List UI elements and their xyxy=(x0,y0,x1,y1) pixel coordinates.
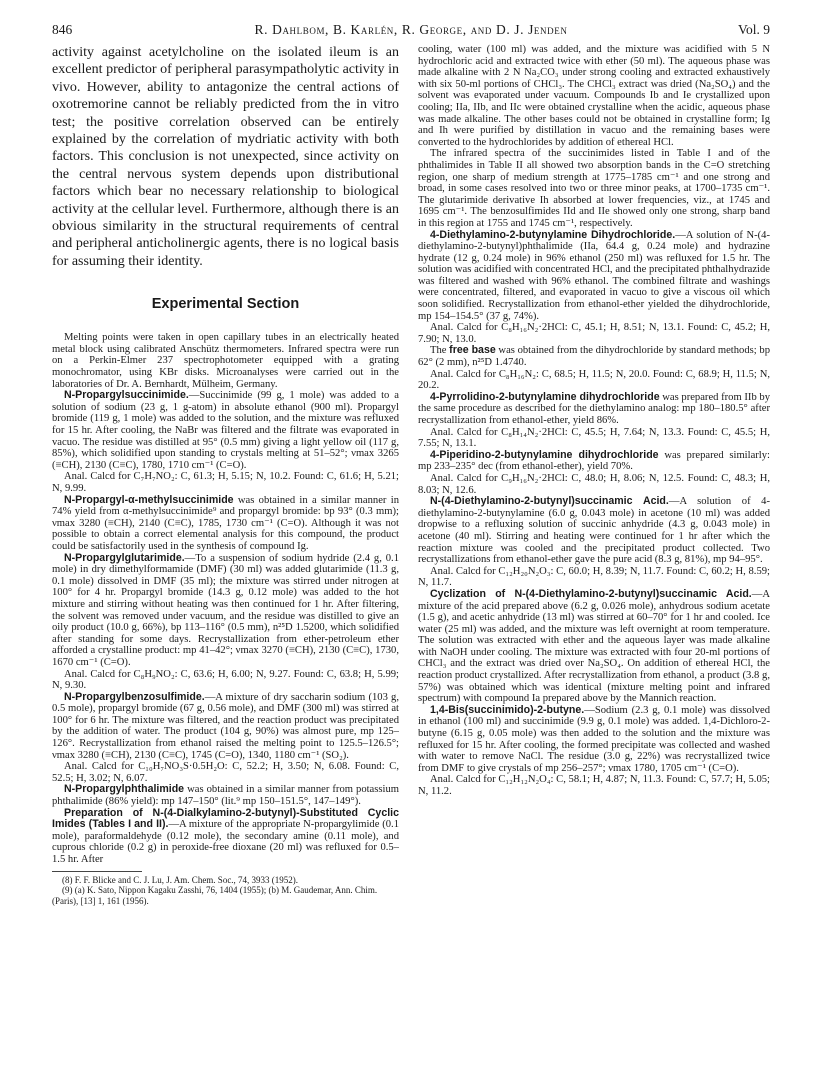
running-head-authors: R. Dahlbom, B. Karlén, R. George, and D. J. Jenden xyxy=(254,22,568,37)
procedure-text: —To a suspension of sodium hydride (2.4 g, 0.1 mole) in dry dimethylformamide (DMF) (30 ml) was added glutarimide (11.3 g, 0.1 mole) dissolved in DMF (35 ml); the mixture was stirred under nitrogen at 100° for 4 hr. Propargyl bromide (14.3 g, 0.12 mole) was added to the hot mixture and stirring without heating was then continued for 1 hr. After filtering, the solvent was removed under vacuum, and the residue was distilled to give an oily product (10.0 g, 66%), bp 113–116° (0.5 mm), n²⁵D 1.5200, which solidified after standing for some days. Recrystallization from ether-petroleum ether afforded a crystalline product: mp 41–42°; νmax 3270 (≡CH), 2130 (C≡C), 1730, 1670 cm⁻¹ (C=O). xyxy=(52,552,399,668)
procedure-text: was obtained in a similar manner from potassium phthalimide (86% yield): mp 147–150° (lit.⁹ mp 150–151.5°, 147–149°). xyxy=(52,784,399,808)
procedure-text: —A mixture of the appropriate N-propargylimide (0.1 mole), paraformaldehyde (0.12 mole), the secondary amine (0.11 mole), and cuprous chloride (0.2 g) in peroxide-free dioxane (20 ml) was refluxed for 0.5–1.5 hr. After xyxy=(52,819,399,865)
free-base-paragraph xyxy=(418,345,770,368)
right-column xyxy=(418,44,770,1052)
analysis-line: Anal. Calcd for C₁₂H₂₀N₂O₃: C, 60.0; H, 8.39; N, 11.7. Found: C, 60.2; H, 8.59; N, 11.7. xyxy=(418,565,770,589)
workup-paragraph: cooling, water (100 ml) was added, and the mixture was acidified with 5 N hydrochloric acid and extracted twice with ether (50 ml). The aqueous phase was made alkaline with 2 N Na₂CO₃ under strong cooling and extracted exhaustively with six 50-ml portions of CHCl₃. The CHCl₃ extract was dried (Na₂SO₄) and the solvent was evaporated under vacuum. Compounds Ib and Ie crystallized upon cooling; IIa, IIb, and IIc were obtained crystalline when the acidic, aqueous phase was made alkaline. The other bases could not be obtained in crystalline form; Ig and Ih were purified by distillation in vacuo and the remaining bases were converted to the hydrochlorides by addition of ethereal HCl. xyxy=(418,44,770,148)
compound-heading: N-Propargylsuccinimide. xyxy=(64,389,189,402)
free-base-heading: free base xyxy=(449,344,496,357)
procedure-diethylamino xyxy=(418,230,770,323)
left-column xyxy=(52,44,399,1052)
procedure-text: —Sodium (2.3 g, 0.1 mole) was dissolved in ethanol (100 ml) and succinimide (9.9 g, 0.1 mole) was added. 1,4-Dichloro-2-butyne (6.15 g, 0.05 mole) was then added to the solution and the mixture was refluxed for 15 hr. After cooling, the formed precipitate was collected and washed with water to remove NaCl. The residue (3.0 g, 22%) was recrystallized twice from DMF to give crystals of mp 256–257°; νmax 1780, 1705 cm⁻¹ (C=O). xyxy=(418,704,770,774)
compound-heading: N-Propargylglutarimide. xyxy=(64,551,185,564)
compound-heading: N-Propargylphthalimide xyxy=(64,783,185,796)
procedure-text: —A mixture of dry saccharin sodium (103 g, 0.5 mole), propargyl bromide (67 g, 0.56 mole), and DMF (300 ml) was stirred at 100° for 6 hr. The mixture was filtered, and the reaction product was precipitated by the addition of water. The product (104 g, 90%) was almost pure, mp 125–126°. Recrystallization from ethanol raised the melting point to 125.5–126.5°; νmax 3280 (≡CH), 2130 (C≡C), 1745 (C=O), 1340, 1180 cm⁻¹ (SO₂). xyxy=(52,691,399,761)
compound-heading: 1,4-Bis(succinimido)-2-butyne. xyxy=(430,703,585,716)
analysis-line: Anal. Calcd for C₇H₇NO₂: C, 61.3; H, 5.15; N, 10.2. Found: C, 61.6; H, 5.21; N, 9.99. xyxy=(52,471,399,494)
analysis-line: Anal. Calcd for C₈H₉NO₂: C, 63.6; H, 6.00; N, 9.27. Found: C, 63.8; H, 5.99; N, 9.30. xyxy=(52,668,399,692)
general-methods-paragraph: Melting points were taken in open capillary tubes in an electrically heated metal block using calibrated Anschütz thermometers. Infrared spectra were run on a Perkin-Elmer 237 spectrophotometer equipped with a grating monochromator, using KBr disks. Microanalyses were carried out in the laboratories of Dr. A. Bernhardt, Mülheim, Germany. xyxy=(52,332,399,390)
compound-heading: 4-Diethylamino-2-butynylamine Dihydrochloride. xyxy=(430,228,676,241)
footnote-8: (8) F. F. Blicke and C. J. Lu, J. Am. Chem. Soc., 74, 3933 (1952). xyxy=(62,874,299,885)
compound-heading: N-Propargylbenzosulfimide. xyxy=(64,690,205,703)
volume-label: Vol. 9 xyxy=(737,22,770,37)
procedure-text: —A mixture of the acid prepared above (6.2 g, 0.026 mole), anhydrous sodium acetate (1.5 g), and acetic anhydride (13 ml) was stirred at 60–70° for 1 hr and cooled. Ice water (25 ml) was added, and the mixture was left overnight at room temperature. The solution was extracted with ether and the aqueous layer was made alkaline with NaOH under cooling. The mixture was extracted with four 20-ml portions of CHCl₃ and the extract was dried over Na₂SO₄. On addition of ethereal HCl, the reaction product crystallized. After recrystallization from ethanol, a product (3.8 g, 57%) was obtained which was identical (mixture melting point and infrared spectrum) with compound Ia prepared above by the Mannich reaction. xyxy=(418,588,770,705)
free-base-text: was obtained from the dihydrochloride by standard methods; bp 62° (2 mm), n²⁵D 1.4740. xyxy=(418,345,770,369)
procedure-pyrrolidino xyxy=(418,392,770,427)
procedure-cyclization xyxy=(418,589,770,705)
procedure-text: was prepared similarly: mp 233–235° dec (from ethanol-ether), yield 70%. xyxy=(418,449,770,473)
analysis-line: Anal. Calcd for C₈H₁₆N₂: C, 68.5; H, 11.5; N, 20.0. Found: C, 68.9; H, 11.5; N, 20.2. xyxy=(418,368,770,392)
procedure-text: —Succinimide (99 g, 1 mole) was added to a solution of sodium (23 g, 1 g-atom) in absolute ethanol (900 ml). Propargyl bromide (119 g, 1 mole) was added to the solution, and the mixture was refluxed for 15 hr. After cooling, the NaBr was filtered and the filtrate was evaporated in vacuo. The residue was distilled at 95° (0.5 mm) giving a light yellow oil (117 g, 85%), which solidified upon standing to crystals melting at 51–52°; νmax 3265 (≡CH), 2130 (C≡C), 1780, 1710 cm⁻¹ (C=O). xyxy=(52,390,399,471)
procedure-text: —A solution of 4-diethylamino-2-butynylamine (6.0 g, 0.043 mole) in acetone (10 ml) was added dropwise to a refluxing solution of succinic anhydride (4.3 g, 0.043 mole) in acetone (40 ml). Stirring and heating were continued for 1 hr after which the reaction mixture was cooled and the precipitated product collected. Two recrystallizations from ethanol-ether gave the pure acid (8.3 g, 81%), mp 94–95°. xyxy=(418,496,770,566)
analysis-line: Anal. Calcd for C₉H₁₆N₂·2HCl: C, 48.0; H, 8.06; N, 12.5. Found: C, 48.3; H, 8.03; N, 12.6. xyxy=(418,472,770,496)
procedure-propargylsuccinimide xyxy=(52,390,399,471)
page-number: 846 xyxy=(52,22,73,37)
intro-paragraph: activity against acetylcholine on the isolated ileum is an excellent predictor of peripheral parasympatholytic activity in vivo. However, ability to antagonize the central actions of oxotremorine cannot be reliably predicted from the in vitro test; the positive correlation observed can be entirely explained by the correlation of mydriatic activity with both factors. This conclusion is not unexpected, since activity on the central nervous system depends upon distributional factors which bear no necessary relationship to biological activity at the cellular level. Furthermore, although there is an obvious similarity in the structural requirements of central and peripheral anticholinergic agents, there is no logical basis for assuming their identity. xyxy=(52,45,399,269)
procedure-text: was obtained in a similar manner in 74% yield from α-methylsuccinimide⁹ and propargyl bromide: bp 93° (0.3 mm); νmax 3280 (≡CH), 2140 (C≡C), 1785, 1730 cm⁻¹ (C=O). Although it was not possible to obtain a correct elemental analysis for this compound, the product could be satisfactorily used in the synthesis of compound Ig. xyxy=(52,494,399,552)
procedure-bis-succinimido xyxy=(418,705,770,775)
analysis-line: Anal. Calcd for C₁₂H₁₂N₂O₄: C, 58.1; H, 4.87; N, 11.3. Found: C, 57.7; H, 5.05; N, 11.2. xyxy=(418,774,770,797)
analysis-line: Anal. Calcd for C₈H₁₆N₂·2HCl: C, 45.1; H, 8.51; N, 13.1. Found: C, 45.2; H, 7.90; N, 13.0. xyxy=(418,322,770,345)
procedure-benzosulfimide xyxy=(52,692,399,762)
compound-heading: N-(4-Diethylamino-2-butynyl)succinamic Acid. xyxy=(430,495,669,508)
section-heading-experimental: Experimental Section xyxy=(151,296,300,313)
compound-heading: N-Propargyl-α-methylsuccinimide xyxy=(64,493,234,506)
procedure-methylsuccinimide xyxy=(52,495,399,553)
ir-spectra-paragraph: The infrared spectra of the succinimides listed in Table I and of the phthalimides in Table II all showed two absorption bands in the C=O stretching region, one sharp of medium strength at 1775–1785 cm⁻¹ and one strong and broad, in some cases resolved into two or three minor peaks, at 1700–1735 cm⁻¹. The glutarimide derivative Ih absorbed at lower frequencies, viz., at 1745 and 1695 cm⁻¹. The benzosulfimides IId and IIe showed only one strong, sharp band in this region at 1755 and 1745 cm⁻¹, respectively. xyxy=(418,148,770,229)
procedure-succinamic-acid xyxy=(418,496,770,566)
footnote-9: (9) (a) K. Sato, Nippon Kagaku Zasshi, 76, 1404 (1955); (b) M. Gaudemar, Ann. Chim. (Paris), [13] 1, 161 (1956). xyxy=(52,885,378,906)
free-base-intro: The xyxy=(430,345,450,357)
running-head xyxy=(52,22,770,44)
procedure-text: was prepared from IIb by the same procedure as described for the diethylamino analog: mp 180–180.5° after recrystallization from ethanol-ether, yield 86%. xyxy=(418,391,770,426)
compound-heading: Preparation of N-(4-Dialkylamino-2-butynyl)-Substituted Cyclic Imides (Tables I and II). xyxy=(52,806,399,831)
compound-heading: 4-Pyrrolidino-2-butynylamine dihydrochloride xyxy=(430,390,660,403)
procedure-piperidino xyxy=(418,450,770,473)
compound-heading: 4-Piperidino-2-butynylamine dihydrochloride xyxy=(430,448,659,461)
procedure-text: —A solution of N-(4-diethylamino-2-butynyl)phthalimide (IIa, 64.4 g, 0.24 mole) and hydrazine hydrate (12 g, 0.24 mole) in 96% ethanol (250 ml) was refluxed for 1.5 hr. The solution was acidified with concentrated HCl, and the precipitated phthalhydrazide was filtered and washed with 96% ethanol. The combined filtrate and washings were concentrated, filtered, and evaporated in vacuo to give a viscous oil which soon solidified. Recrystallization from ethanol-ether yielded the dihydrochloride, mp 154–154.5° (37 g, 74%). xyxy=(418,229,770,322)
analysis-line: Anal. Calcd for C₈H₁₄N₂·2HCl: C, 45.5; H, 7.64; N, 13.3. Found: C, 45.5; H, 7.55; N, 13.1. xyxy=(418,426,770,450)
analysis-line: Anal. Calcd for C₁₀H₇NO₃S·0.5H₂O: C, 52.2; H, 3.50; N, 6.08. Found: C, 52.5; H, 3.02; N, 6.07. xyxy=(52,761,399,784)
compound-heading: Cyclization of N-(4-Diethylamino-2-butynyl)succinamic Acid. xyxy=(430,587,752,600)
procedure-phthalimide xyxy=(52,784,399,807)
procedure-glutarimide xyxy=(52,553,399,669)
footnote-rule xyxy=(52,871,142,872)
procedure-preparation xyxy=(52,808,399,866)
